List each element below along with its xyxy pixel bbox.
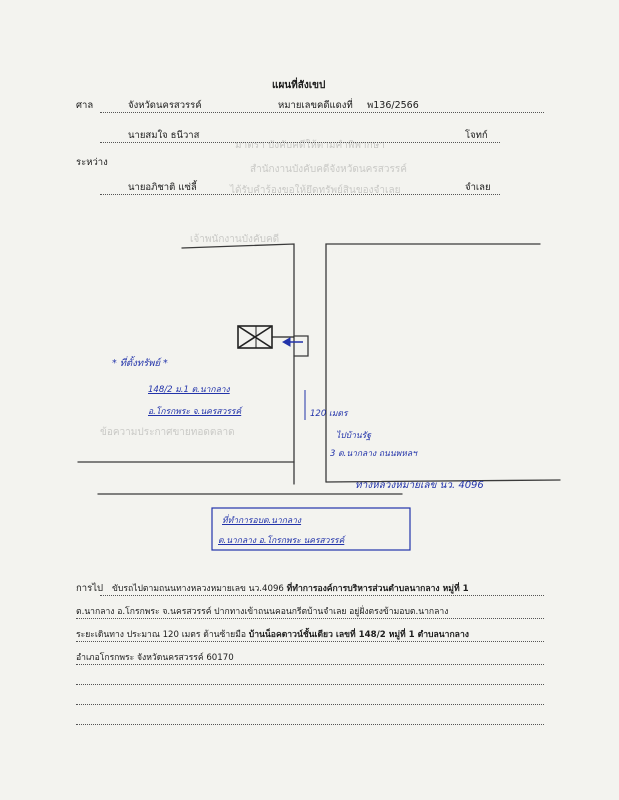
court-name: จังหวัดนครสวรรค์ <box>128 100 202 111</box>
landmark-line-2: ต.นากลาง อ.โกรกพระ นครสวรรค์ <box>218 536 345 546</box>
ghost-text-5: ข้อความประกาศขายทอดตลาด <box>100 427 235 438</box>
house-access <box>294 336 308 356</box>
blank-dotted-6 <box>76 704 544 705</box>
page-title: แผนที่สังเขป <box>272 80 326 91</box>
directions-dotted-4 <box>76 664 544 665</box>
ghost-text-3: ได้รับคำร้องขอให้ยึดทรัพย์สินของจำเลย <box>230 185 401 196</box>
directions-label: การไป <box>76 583 103 594</box>
directions-line1 <box>112 583 469 595</box>
ghost-text-2: สำนักงานบังคับคดีจังหวัดนครสวรรค์ <box>250 164 407 175</box>
house-marker <box>238 326 294 348</box>
directions-dotted-3 <box>76 641 544 642</box>
property-address-line2: อ.โกรกพระ จ.นครสวรรค์ <box>148 407 242 417</box>
case-number-label: หมายเลขคดีแดงที่ <box>278 100 353 111</box>
directions-dotted-1 <box>100 595 544 596</box>
court-label: ศาล <box>76 100 94 111</box>
directions-dotted-2 <box>76 618 544 619</box>
directions-line3-bold: บ้านน็อคดาวน์ชั้นเดียว เลขที่ 148/2 หมู่ที่ 1 ตำบลนากลาง <box>248 630 469 640</box>
road-edge-left <box>182 244 294 484</box>
directions-line1-normal: ขับรถไปตามถนนทางหลวงหมายเลข นว.4096 <box>112 584 284 594</box>
case-number: พ136/2566 <box>367 100 419 111</box>
directions-line3-normal: ระยะเดินทาง ประมาณ 120 เมตร ด้านซ้ายมือ <box>76 630 247 640</box>
direction-arrow <box>283 338 303 346</box>
directions-line1-bold: ที่ทำการองค์การบริหารส่วนตำบลนากลาง หมู่ที่ 1 <box>286 584 469 594</box>
directions-line3 <box>76 629 469 641</box>
highway-label: ทางหลวงหมายเลข นว. 4096 <box>355 480 484 491</box>
road-note-1: ไปบ้านรัฐ <box>336 431 371 441</box>
directions-line2: ต.นากลาง อ.โกรกพระ จ.นครสวรรค์ ปากทางเข้าถนนคอนกรีตบ้านจำเลย อยู่ฝั่งตรงข้ามอบต.นากลาง <box>76 607 449 617</box>
property-address-line1: 148/2 ม.1 ต.นากลาง <box>148 385 230 395</box>
defendant-role: จำเลย <box>465 182 491 193</box>
distance-label: 120 เมตร <box>310 409 348 419</box>
blank-dotted-5 <box>76 684 544 685</box>
plaintiff-name: นายสมใจ ธนีวาส <box>128 130 200 141</box>
road-note-2: 3 ต.นากลาง ถนนพหลฯ <box>330 449 417 459</box>
plaintiff-role: โจทก์ <box>465 130 488 141</box>
defendant-name: นายอภิชาติ แซ่ลี้ <box>128 182 197 193</box>
ghost-text-1: มาตรา บังคับคดีให้ตามคำพิพากษา <box>235 140 385 151</box>
blank-dotted-7 <box>76 724 544 725</box>
ghost-text-4: เจ้าพนักงานบังคับคดี <box>190 234 280 245</box>
between-label: ระหว่าง <box>76 157 108 168</box>
directions-line4: อำเภอโกรกพระ จังหวัดนครสวรรค์ 60170 <box>76 653 234 663</box>
landmark-line-1: ที่ทำการอบต.นากลาง <box>222 516 302 526</box>
property-location-label: * ที่ตั้งทรัพย์ * <box>112 358 168 369</box>
